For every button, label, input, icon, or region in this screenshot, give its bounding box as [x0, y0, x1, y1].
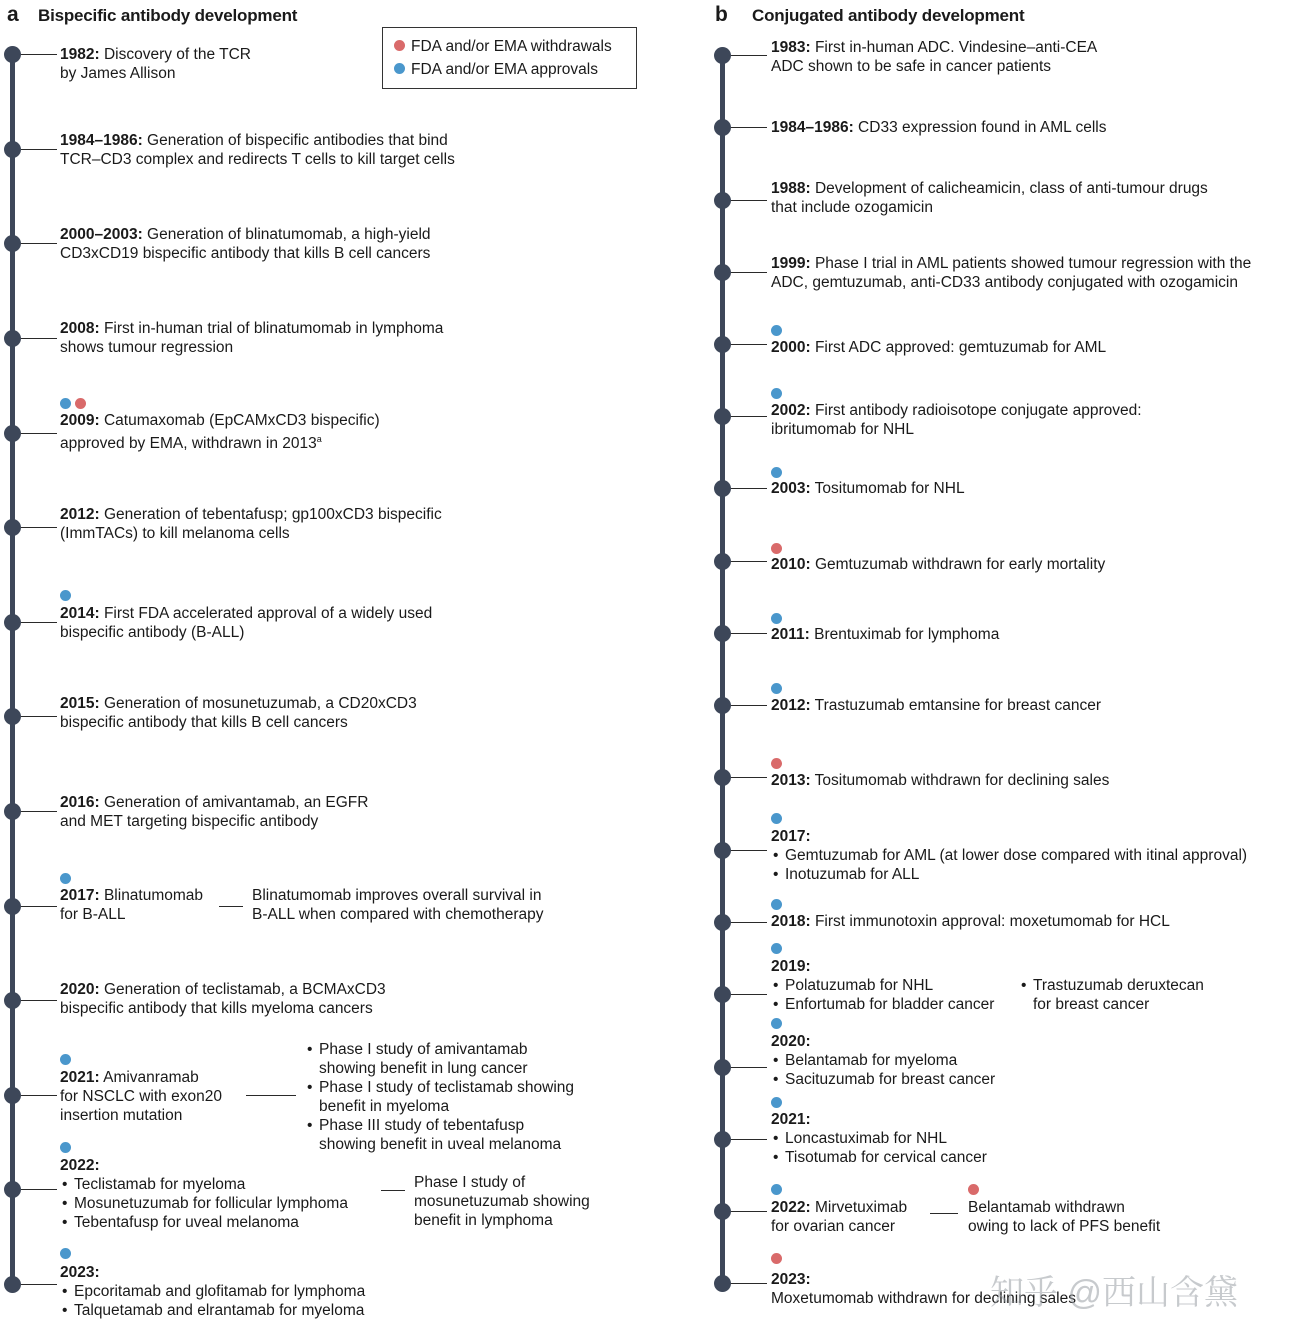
timeline-node	[4, 46, 21, 63]
timeline-node	[714, 1275, 731, 1292]
timeline-axis-b	[720, 55, 725, 1285]
timeline-node	[4, 519, 21, 536]
timeline-node	[714, 480, 731, 497]
connector	[731, 705, 767, 706]
entry-1982: 1982: Discovery of the TCR by James Allison	[60, 46, 251, 82]
entry-1988: 1988: Development of calicheamicin, class of anti-tumour drugs that include ozogamicin	[771, 180, 1208, 216]
entry-2000: 2000: First ADC approved: gemtuzumab for AML	[771, 339, 1107, 356]
timeline-node	[714, 625, 731, 642]
panel-a-title: Bispecific antibody development	[38, 6, 298, 25]
panel-b-letter: b	[715, 3, 728, 26]
entry-2022-withdrawal: Belantamab withdrawn owing to lack of PFS benefit	[968, 1199, 1161, 1235]
panel-a-letter: a	[7, 3, 19, 26]
entry-2017-outcome: Blinatumomab improves overall survival in B-ALL when compared with chemotherapy	[252, 887, 544, 923]
entry-2022-study: Phase I study of mosunetuzumab showing benefit in lymphoma	[414, 1174, 590, 1229]
entry-2015: 2015: Generation of mosunetuzumab, a CD20xCD3 bispecific antibody that kills B cell cancers	[60, 695, 417, 731]
timeline-node	[714, 47, 731, 64]
entry-2010: 2010: Gemtuzumab withdrawn for early mortality	[771, 556, 1106, 573]
timeline-node	[714, 192, 731, 209]
withdrawal-dot-icon	[394, 40, 405, 51]
approval-dot-icon	[771, 388, 782, 399]
timeline-node	[714, 1131, 731, 1148]
entry-2021-studies: • Phase I study of amivantamab showing benefit in lung cancer • Phase I study of teclistamab showing benefit in myeloma • Phase III study of tebentafusp showing benefit in uveal melanoma	[305, 1040, 574, 1154]
connector	[731, 55, 767, 56]
approval-dot-icon	[771, 1097, 782, 1108]
withdrawal-dot-icon	[75, 398, 86, 409]
entry-1983: 1983: First in-human ADC. Vindesine–anti-CEA ADC shown to be safe in cancer patients	[771, 39, 1098, 75]
watermark: 知乎 @西山含黛	[990, 1274, 1238, 1312]
connector	[731, 1211, 767, 1212]
entry-2016: 2016: Generation of amivantamab, an EGFR and MET targeting bispecific antibody	[60, 794, 369, 830]
entry-2000-2003: 2000–2003: Generation of blinatumomab, a high-yield CD3xCD19 bispecific antibody that kills B cell cancers	[60, 226, 431, 262]
timeline-node	[714, 1059, 731, 1076]
entry-2008: 2008: First in-human trial of blinatumomab in lymphoma shows tumour regression	[60, 320, 444, 356]
connector	[731, 1067, 767, 1068]
connector	[731, 561, 767, 562]
connector	[21, 243, 57, 244]
timeline-node	[4, 708, 21, 725]
entry-2020: 2020: • Belantamab for myeloma • Sacituzumab for breast cancer	[771, 1032, 995, 1089]
connector	[21, 811, 57, 812]
legend-withdrawal: FDA and/or EMA withdrawals	[394, 37, 612, 56]
timeline-node	[714, 986, 731, 1003]
entry-2018: 2018: First immunotoxin approval: moxetumomab for HCL	[771, 913, 1170, 930]
timeline-node	[714, 264, 731, 281]
entry-2009: 2009: Catumaxomab (EpCAMxCD3 bispecific) approved by EMA, withdrawn in 2013$^a$	[60, 412, 380, 453]
entry-2022: 2022: Mirvetuximab for ovarian cancer	[771, 1199, 908, 1235]
connector	[21, 622, 57, 623]
connector	[731, 777, 767, 778]
entry-2021: 2021: Amivanramab for NSCLC with exon20 insertion mutation	[60, 1069, 222, 1124]
entry-1984-1986: 1984–1986: CD33 expression found in AML cells	[771, 119, 1107, 136]
timeline-node	[4, 1087, 21, 1104]
connector	[731, 633, 767, 634]
connector	[731, 922, 767, 923]
entry-2023: 2023: • Epcoritamab and glofitamab for lymphoma • Talquetamab and elrantamab for myeloma	[60, 1263, 365, 1320]
entry-2012: 2012: Trastuzumab emtansine for breast cancer	[771, 697, 1101, 714]
approval-dot-icon	[771, 1018, 782, 1029]
withdrawal-dot-icon	[771, 758, 782, 769]
connector	[21, 433, 57, 434]
connector	[21, 1284, 57, 1285]
entry-2019: 2019: • Polatuzumab for NHL • Enfortumab for bladder cancer	[771, 957, 994, 1014]
connector	[21, 1189, 57, 1190]
approval-dot-icon	[771, 613, 782, 624]
approval-dot-icon	[60, 1054, 71, 1065]
connector	[246, 1095, 296, 1096]
approval-dot-icon	[60, 590, 71, 601]
entry-2021: 2021: • Loncastuximab for NHL • Tisotumab for cervical cancer	[771, 1110, 987, 1167]
connector	[21, 149, 57, 150]
withdrawal-dot-icon	[968, 1184, 979, 1195]
connector	[21, 906, 57, 907]
connector	[21, 716, 57, 717]
approval-dot-icon	[394, 63, 405, 74]
entry-2019-extra: • Trastuzumab deruxtecan for breast cancer	[1019, 976, 1204, 1014]
legend-approval: FDA and/or EMA approvals	[394, 60, 598, 79]
timeline-node	[4, 425, 21, 442]
withdrawal-dot-icon	[771, 1253, 782, 1264]
timeline-node	[714, 769, 731, 786]
entry-2013: 2013: Tositumomab withdrawn for declining sales	[771, 772, 1110, 789]
connector	[21, 1095, 57, 1096]
timeline-node	[4, 992, 21, 1009]
entry-2014: 2014: First FDA accelerated approval of a widely used bispecific antibody (B-ALL)	[60, 605, 433, 641]
timeline-node	[4, 1181, 21, 1198]
timeline-node	[714, 553, 731, 570]
entry-1984-1986: 1984–1986: Generation of bispecific antibodies that bind TCR–CD3 complex and redirects T cells to kill target cells	[60, 132, 455, 168]
connector	[731, 416, 767, 417]
connector	[21, 54, 57, 55]
timeline-node	[4, 235, 21, 252]
timeline-node	[4, 141, 21, 158]
connector	[731, 272, 767, 273]
approval-dot-icon	[60, 1142, 71, 1153]
approval-dot-icon	[771, 813, 782, 824]
approval-dot-icon	[771, 899, 782, 910]
connector	[731, 1283, 767, 1284]
entry-2017: 2017: • Gemtuzumab for AML (at lower dose compared with itinal approval) • Inotuzumab for ALL	[771, 827, 1247, 884]
timeline-node	[714, 697, 731, 714]
withdrawal-dot-icon	[771, 543, 782, 554]
approval-dot-icon	[771, 325, 782, 336]
entry-1999: 1999: Phase I trial in AML patients showed tumour regression with the ADC, gemtuzumab, anti-CD33 antibody conjugated with ozogamicin	[771, 255, 1252, 291]
timeline-node	[4, 614, 21, 631]
connector	[21, 338, 57, 339]
connector	[21, 527, 57, 528]
connector	[731, 488, 767, 489]
timeline-node	[4, 898, 21, 915]
connector	[21, 1000, 57, 1001]
approval-dot-icon	[771, 1184, 782, 1195]
entry-2011: 2011: Brentuximab for lymphoma	[771, 626, 1000, 643]
legend	[382, 27, 637, 89]
timeline-node	[714, 119, 731, 136]
approval-dot-icon	[60, 873, 71, 884]
connector	[381, 1190, 405, 1191]
timeline-node	[4, 803, 21, 820]
connector	[219, 906, 243, 907]
connector	[930, 1213, 958, 1214]
approval-dot-icon	[771, 467, 782, 478]
panel-b-title: Conjugated antibody development	[752, 6, 1025, 25]
timeline-node	[4, 330, 21, 347]
timeline-node	[714, 408, 731, 425]
connector	[731, 994, 767, 995]
timeline-node	[714, 336, 731, 353]
timeline-node	[4, 1276, 21, 1293]
entry-2002: 2002: First antibody radioisotope conjugate approved: ibritumomab for NHL	[771, 402, 1142, 438]
approval-dot-icon	[771, 943, 782, 954]
connector	[731, 1139, 767, 1140]
timeline-node	[714, 1203, 731, 1220]
entry-2023: 2023: Moxetumomab withdrawn for declining sales	[771, 1271, 1076, 1307]
entry-2017: 2017: Blinatumomab for B-ALL	[60, 887, 204, 923]
connector	[731, 850, 767, 851]
entry-2003: 2003: Tositumomab for NHL	[771, 480, 965, 497]
timeline-node	[714, 842, 731, 859]
approval-dot-icon	[60, 398, 71, 409]
entry-2022: 2022: • Teclistamab for myeloma • Mosunetuzumab for follicular lymphoma • Tebentafusp for uveal melanoma	[60, 1156, 348, 1232]
connector	[731, 200, 767, 201]
timeline-node	[714, 914, 731, 931]
approval-dot-icon	[60, 1248, 71, 1259]
connector	[731, 127, 767, 128]
approval-dot-icon	[771, 683, 782, 694]
connector	[731, 344, 767, 345]
entry-2012: 2012: Generation of tebentafusp; gp100xCD3 bispecific (ImmTACs) to kill melanoma cells	[60, 506, 442, 542]
entry-2020: 2020: Generation of teclistamab, a BCMAxCD3 bispecific antibody that kills myeloma cancers	[60, 981, 386, 1017]
